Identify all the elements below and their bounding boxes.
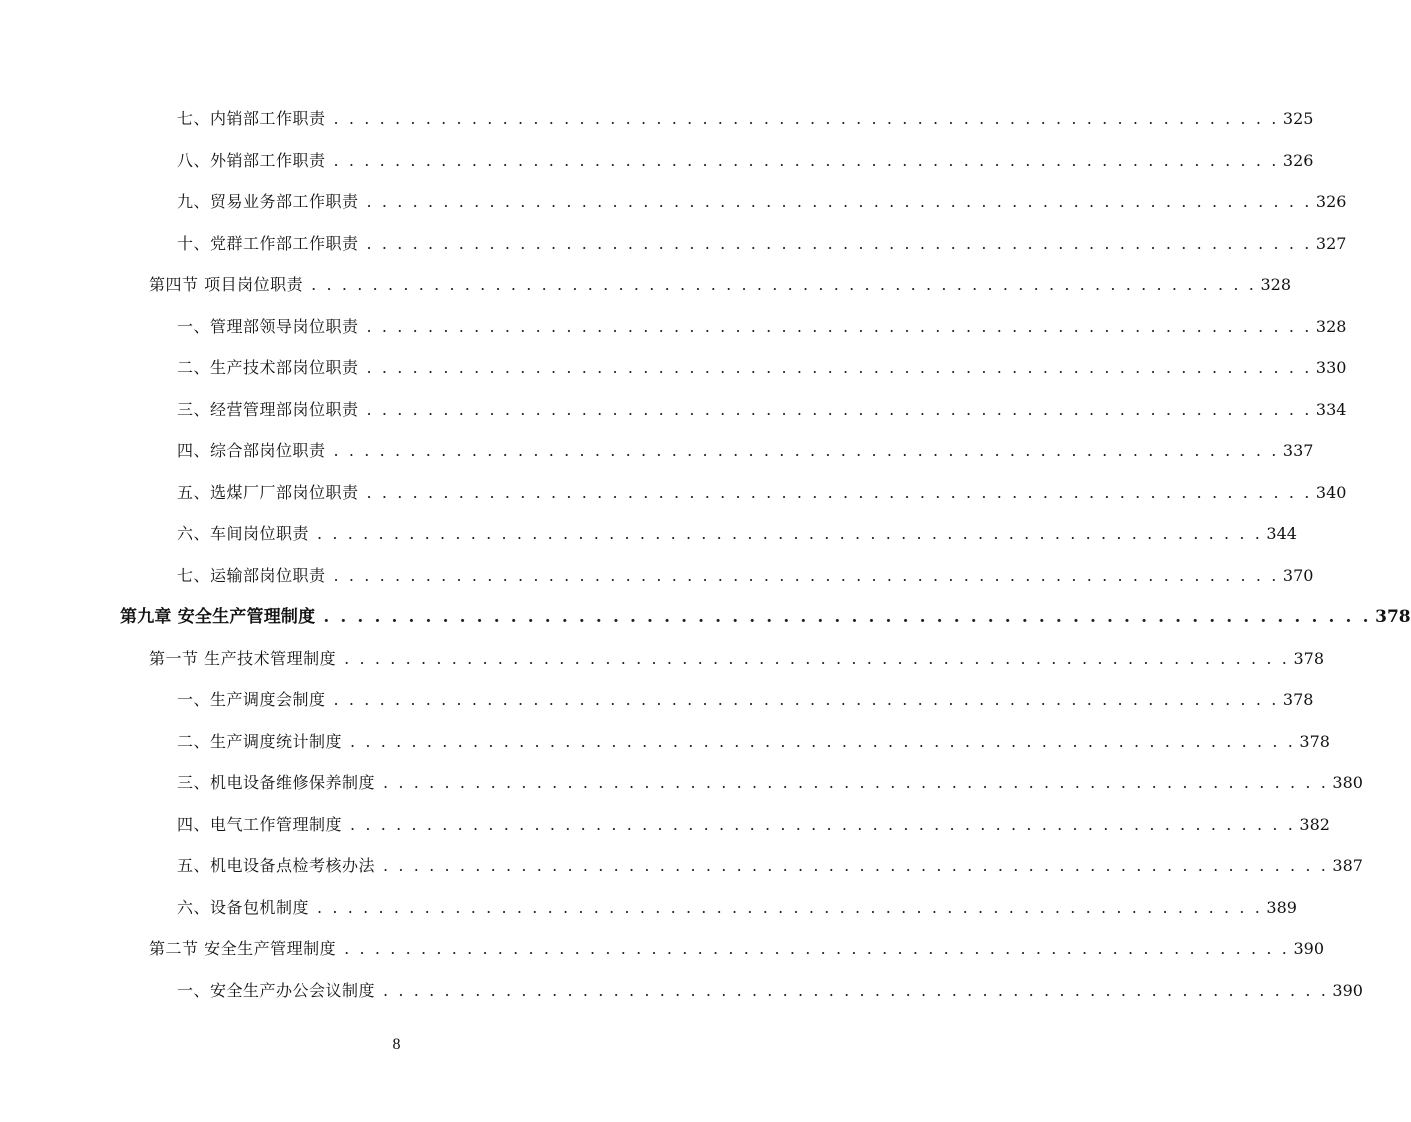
- page-number: 8: [392, 1036, 401, 1053]
- dot-leader: . . . . . . . . . . . . . . . . . . . . . . . . . . . . . . . . . . . . . . . . . . . . . . . . . . . . . . . . . . . . . .: [344, 648, 1290, 668]
- toc-entry-page: 387: [1332, 856, 1363, 875]
- toc-entry: [0, 436, 1314, 466]
- toc-entry: [0, 644, 1325, 674]
- toc-entry: [0, 976, 1363, 1006]
- dot-leader: . . . . . . . . . . . . . . . . . . . . . . . . . . . . . . . . . . . . . . . . . . . . . . . . . . . . . . . . . . . . . .: [366, 358, 1312, 377]
- toc-entry-label: 二、生产技术部岗位职责: [177, 358, 359, 377]
- toc-entry-page: 370: [1282, 565, 1314, 585]
- toc-entry-label: 第一节 生产技术管理制度: [149, 648, 337, 668]
- toc-entry-page: 334: [1315, 399, 1347, 419]
- dot-leader: . . . . . . . . . . . . . . . . . . . . . . . . . . . . . . . . . . . . . . . . . . . . . . . . . . . . . . . . . . . . . .: [333, 565, 1279, 585]
- dot-leader: . . . . . . . . . . . . . . . . . . . . . . . . . . . . . . . . . . . . . . . . . . . . . . . . . . . . . . . . . . . . . .: [366, 399, 1312, 419]
- toc-entry-page: 389: [1266, 897, 1297, 917]
- toc-entry-label: 四、综合部岗位职责: [177, 441, 326, 460]
- toc-entry-page: 330: [1315, 358, 1347, 377]
- toc-entry-page: 340: [1315, 482, 1347, 502]
- toc-entry-label: 八、外销部工作职责: [177, 150, 326, 170]
- dot-leader: . . . . . . . . . . . . . . . . . . . . . . . . . . . . . . . . . . . . . . . . . . . . . . . . . . . . . . . . . . . . . .: [366, 192, 1312, 211]
- toc-entry-label: 九、贸易业务部工作职责: [177, 192, 359, 211]
- dot-leader: . . . . . . . . . . . . . . . . . . . . . . . . . . . . . . . . . . . . . . . . . . . . . . . . . . . . . . . . . . . . . .: [333, 150, 1279, 170]
- dot-leader: . . . . . . . . . . . . . . . . . . . . . . . . . . . . . . . . . . . . . . . . . . . . . . . . . . . . . . . . . . . . . .: [366, 233, 1312, 253]
- dot-leader: . . . . . . . . . . . . . . . . . . . . . . . . . . . . . . . . . . . . . . . . . . . . . . . . . . . . . . . . . . . . . .: [350, 814, 1296, 834]
- toc-entry-label: 三、机电设备维修保养制度: [177, 773, 376, 792]
- dot-leader: . . . . . . . . . . . . . . . . . . . . . . . . . . . . . . . . . . . . . . . . . . . . . . . . . . . . . . . . . . . . . .: [317, 524, 1263, 543]
- toc-entry-label: 第四节 项目岗位职责: [149, 275, 304, 294]
- dot-leader: . . . . . . . . . . . . . . . . . . . . . . . . . . . . . . . . . . . . . . . . . . . . . . . . . . . . . . . . . . . . . .: [366, 316, 1312, 336]
- dot-leader: . . . . . . . . . . . . . . . . . . . . . . . . . . . . . . . . . . . . . . . . . . . . . . . . . . . . . . . . . . . . . .: [323, 607, 1372, 627]
- toc-entry-label: 第二节 安全生产管理制度: [149, 939, 337, 958]
- toc-entry-label: 四、电气工作管理制度: [177, 814, 343, 834]
- toc-entry-page: 390: [1332, 980, 1363, 1000]
- toc-entry-label: 一、安全生产办公会议制度: [177, 980, 376, 1000]
- dot-leader: . . . . . . . . . . . . . . . . . . . . . . . . . . . . . . . . . . . . . . . . . . . . . . . . . . . . . . . . . . . . . .: [333, 690, 1279, 709]
- toc-entry-label: 三、经营管理部岗位职责: [177, 399, 359, 419]
- toc-entry: [0, 104, 1314, 134]
- toc-entry: [0, 395, 1347, 425]
- toc-entry-page: 378: [1282, 690, 1314, 709]
- toc-entry: [0, 810, 1330, 840]
- toc-entry: [0, 851, 1363, 881]
- toc-entry: [0, 561, 1314, 591]
- toc-entry-page: 325: [1282, 109, 1314, 128]
- toc-entry: [0, 685, 1314, 715]
- dot-leader: . . . . . . . . . . . . . . . . . . . . . . . . . . . . . . . . . . . . . . . . . . . . . . . . . . . . . . . . . . . . . .: [366, 482, 1312, 502]
- toc-entry: [0, 229, 1347, 259]
- dot-leader: . . . . . . . . . . . . . . . . . . . . . . . . . . . . . . . . . . . . . . . . . . . . . . . . . . . . . . . . . . . . . .: [350, 731, 1296, 751]
- toc-entry: [0, 727, 1330, 757]
- toc-entry-page: 378: [1299, 731, 1330, 751]
- toc-entry-page: 344: [1266, 524, 1297, 543]
- dot-leader: . . . . . . . . . . . . . . . . . . . . . . . . . . . . . . . . . . . . . . . . . . . . . . . . . . . . . . . . . . . . . .: [311, 275, 1257, 294]
- toc-entry-page: 378: [1293, 648, 1325, 668]
- toc-entry-page: 380: [1332, 773, 1363, 792]
- toc-entry-label: 十、党群工作部工作职责: [177, 233, 359, 253]
- toc-entry: [0, 602, 1411, 632]
- toc-entry: [0, 934, 1325, 964]
- toc-entry-page: 327: [1315, 233, 1347, 253]
- dot-leader: . . . . . . . . . . . . . . . . . . . . . . . . . . . . . . . . . . . . . . . . . . . . . . . . . . . . . . . . . . . . . .: [344, 939, 1290, 958]
- toc-entry: [0, 187, 1347, 217]
- dot-leader: . . . . . . . . . . . . . . . . . . . . . . . . . . . . . . . . . . . . . . . . . . . . . . . . . . . . . . . . . . . . . .: [383, 980, 1329, 1000]
- toc-entry: [0, 270, 1292, 300]
- toc-entry: [0, 768, 1363, 798]
- toc-entry-page: 326: [1315, 192, 1347, 211]
- toc-entry-page: 328: [1315, 316, 1347, 336]
- toc-entry-label: 二、生产调度统计制度: [177, 731, 343, 751]
- toc-entry: [0, 312, 1347, 342]
- toc-entry-page: 337: [1282, 441, 1314, 460]
- toc-entry-label: 一、生产调度会制度: [177, 690, 326, 709]
- toc-entry: [0, 893, 1297, 923]
- toc-entry: [0, 353, 1347, 383]
- toc-entry-page: 326: [1282, 150, 1314, 170]
- toc-entry: [0, 146, 1314, 176]
- toc-entry-label: 六、设备包机制度: [177, 897, 310, 917]
- toc-entry-page: 390: [1293, 939, 1325, 958]
- toc-entry: [0, 519, 1297, 549]
- dot-leader: . . . . . . . . . . . . . . . . . . . . . . . . . . . . . . . . . . . . . . . . . . . . . . . . . . . . . . . . . . . . . .: [333, 109, 1279, 128]
- toc-entry-page: 382: [1299, 814, 1330, 834]
- toc-entry-label: 七、运输部岗位职责: [177, 565, 326, 585]
- toc-entry-label: 七、内销部工作职责: [177, 109, 326, 128]
- toc-entry: [0, 478, 1347, 508]
- toc-entry-label: 五、机电设备点检考核办法: [177, 856, 376, 875]
- toc-entry-label: 六、车间岗位职责: [177, 524, 310, 543]
- toc-entry-label: 一、管理部领导岗位职责: [177, 316, 359, 336]
- dot-leader: . . . . . . . . . . . . . . . . . . . . . . . . . . . . . . . . . . . . . . . . . . . . . . . . . . . . . . . . . . . . . .: [333, 441, 1279, 460]
- dot-leader: . . . . . . . . . . . . . . . . . . . . . . . . . . . . . . . . . . . . . . . . . . . . . . . . . . . . . . . . . . . . . .: [317, 897, 1263, 917]
- toc-entry-label: 第九章 安全生产管理制度: [120, 607, 316, 627]
- toc-entry-page: 378: [1375, 607, 1411, 627]
- toc-entry-label: 五、选煤厂厂部岗位职责: [177, 482, 359, 502]
- toc-entry-page: 328: [1260, 275, 1292, 294]
- dot-leader: . . . . . . . . . . . . . . . . . . . . . . . . . . . . . . . . . . . . . . . . . . . . . . . . . . . . . . . . . . . . . .: [383, 856, 1329, 875]
- dot-leader: . . . . . . . . . . . . . . . . . . . . . . . . . . . . . . . . . . . . . . . . . . . . . . . . . . . . . . . . . . . . . .: [383, 773, 1329, 792]
